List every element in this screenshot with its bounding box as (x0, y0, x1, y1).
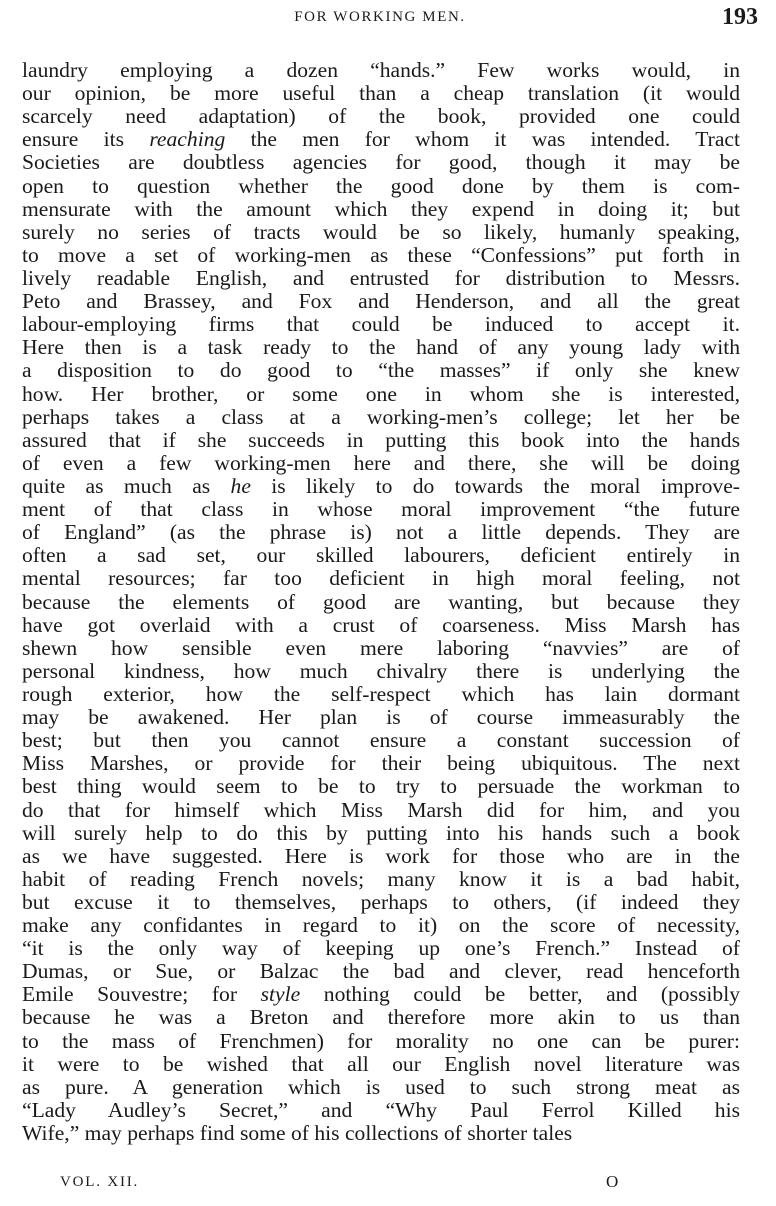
text-line: have got overlaid with a crust of coarseness. Miss Marsh has (22, 612, 740, 637)
text-line: Miss Marshes, or provide for their being ubiquitous. The next (22, 751, 740, 776)
text-line: habit of reading French novels; many know it is a bad habit, (22, 866, 740, 891)
text-line: best; but then you cannot ensure a constant succession of (22, 728, 740, 753)
text-line: often a sad set, our skilled labourers, deficient entirely in (22, 543, 740, 568)
text-line: lively readable English, and entrusted for distribution to Messrs. (22, 265, 740, 290)
text-line: assured that if she succeeds in putting this book into the hands (22, 427, 740, 452)
text-line: of England” (as the phrase is) not a little depends. They are (22, 520, 740, 545)
page-number: 193 (722, 4, 758, 30)
volume-label: VOL. XII. (60, 1174, 140, 1190)
text-line: best thing would seem to be to try to persuade the workman to (22, 774, 740, 799)
page-footer (60, 1174, 660, 1198)
text-line: perhaps takes a class at a working-men’s college; let her be (22, 404, 740, 429)
text-line: to move a set of working-men as these “Confessions” put forth in (22, 242, 740, 267)
text-line: as pure. A generation which is used to such strong meat as (22, 1074, 740, 1099)
text-line: because the elements of good are wanting, but because they (22, 589, 740, 614)
text-line: of even a few working-men here and there, she will be doing (22, 450, 740, 475)
signature-mark: O (606, 1172, 619, 1191)
text-line: shewn how sensible even mere laboring “navvies” are of (22, 635, 740, 660)
text-line: Peto and Brassey, and Fox and Henderson, and all the great (22, 289, 740, 314)
text-line: do that for himself which Miss Marsh did for him, and you (22, 797, 740, 822)
text-line: our opinion, be more useful than a cheap translation (it would (22, 81, 740, 106)
text-line: as we have suggested. Here is work for those who are in the (22, 843, 740, 868)
text-line: Societies are doubtless agencies for good, though it may be (22, 150, 740, 175)
text-line: Wife,” may perhaps find some of his collections of shorter tales (22, 1121, 573, 1146)
text-line: how. Her brother, or some one in whom she is interested, (22, 381, 740, 406)
text-line: surely no series of tracts would be so likely, humanly speaking, (22, 219, 740, 244)
text-line: labour-employing firms that could be induced to accept it. (22, 312, 740, 337)
text-line: make any confidantes in regard to it) on the score of necessity, (22, 913, 740, 938)
text-line: personal kindness, how much chivalry there is underlying the (22, 658, 740, 683)
text-line: it were to be wished that all our English novel literature was (22, 1051, 740, 1076)
text-line: scarcely need adaptation) of the book, provided one could (22, 104, 740, 129)
text-line: to the mass of Frenchmen) for morality no one can be purer: (22, 1028, 740, 1053)
text-line: laundry employing a dozen “hands.” Few works would, in (22, 58, 740, 82)
running-head (20, 4, 758, 36)
body-text (22, 59, 740, 1145)
text-line: but excuse it to themselves, perhaps to others, (if indeed they (22, 889, 740, 914)
text-line: Emile Souvestre; for style nothing could be better, and (possibly (22, 982, 741, 1007)
text-line: open to question whether the good done by them is com- (22, 173, 740, 198)
text-line: mental resources; far too deficient in high moral feeling, not (22, 566, 740, 591)
running-title: FOR WORKING MEN. (294, 9, 466, 25)
text-line: because he was a Breton and therefore more akin to us than (22, 1005, 740, 1030)
text-line: Here then is a task ready to the hand of any young lady with (22, 335, 740, 360)
text-line: mensurate with the amount which they expend in doing it; but (22, 196, 740, 221)
text-line: may be awakened. Her plan is of course immeasurably the (22, 705, 740, 730)
text-line: Dumas, or Sue, or Balzac the bad and clever, read henceforth (22, 959, 740, 984)
text-line: ment of that class in whose moral improvement “the future (22, 497, 740, 522)
text-line: quite as much as he is likely to do towards the moral improve- (22, 473, 740, 498)
text-line: “Lady Audley’s Secret,” and “Why Paul Ferrol Killed his (22, 1097, 740, 1122)
text-line: “it is the only way of keeping up one’s French.” Instead of (22, 936, 740, 961)
text-line: ensure its reaching the men for whom it was intended. Tract (22, 127, 740, 152)
text-line: a disposition to do good to “the masses” if only she knew (22, 358, 740, 383)
text-line: will surely help to do this by putting into his hands such a book (22, 820, 740, 845)
text-line: rough exterior, how the self-respect which has lain dormant (22, 681, 740, 706)
